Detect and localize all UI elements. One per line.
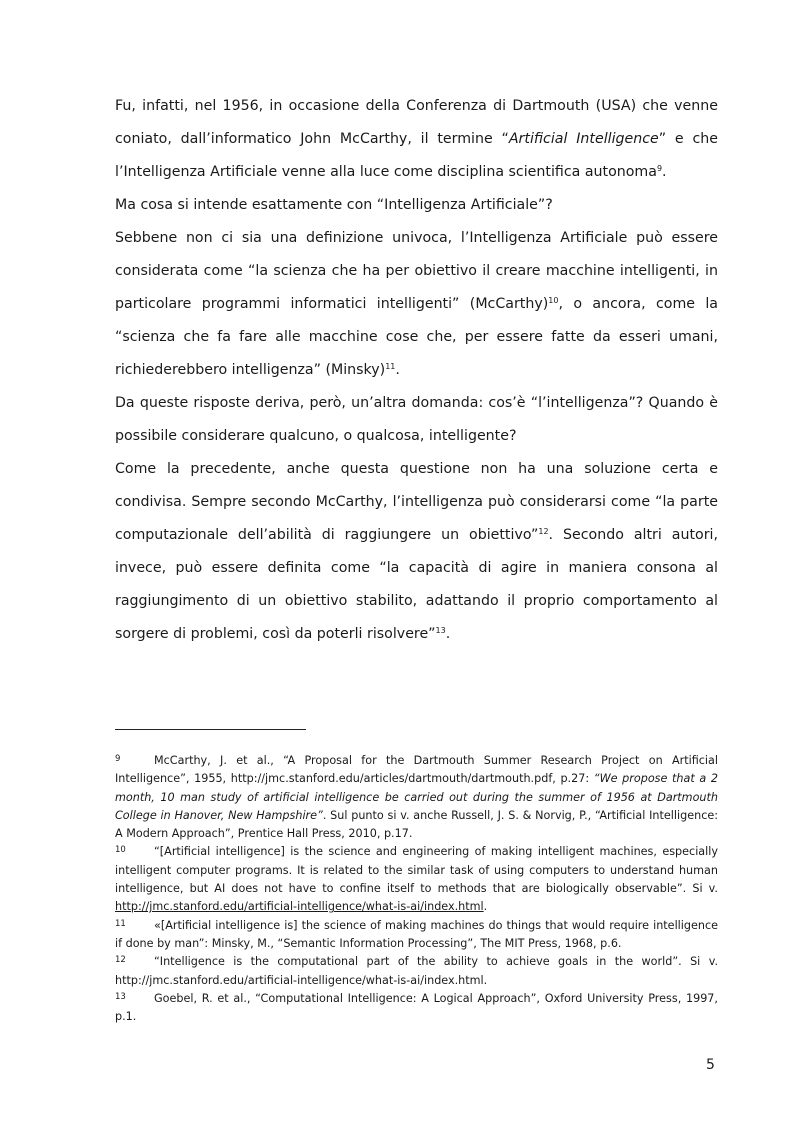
- text-run: . Secondo altri autori, invece, può essere definita come “la capacità di agire in maniera consona al raggiungimento di un obiettivo stabilito, adattando il proprio comportamento al sorgere di problemi, così da poterli risolvere”: [115, 527, 718, 642]
- footnote-text: .: [483, 900, 488, 914]
- text-run: Sebbene non ci sia una definizione univoca, l’Intelligenza Artificiale può essere considerata come “la scienza che ha per obiettivo il creare macchine intelligenti, in particolare programmi informatici intelligenti” (McCarthy): [115, 230, 718, 312]
- body-text: [115, 90, 718, 651]
- footnote-ref-12[interactable]: 12: [538, 527, 549, 536]
- footnote-text: «[Artificial intelligence is] the science of making machines do things that would require intelligence if done by man”: Minsky, M., “Semantic Information Processing”, The MIT Press, 1968, p.6.: [115, 918, 718, 950]
- paragraph-5: [115, 453, 718, 651]
- footnote-9: 9 McCarthy, J. et al., “A Proposal for the Dartmouth Summer Research Project on Artificial Intelligence”, 1955, http://jmc.stanford.edu/articles/dartmouth/dartmouth.pdf, p.27: “We propose that a 2 month, 10 man study of artificial intelligence be carried out during the summer of 1956 at Dartmouth College in Hanover, New Hampshire”. Sul punto si v. anche Russell, J. S. & Norvig, P., “Artificial Intelligence: A Modern Approach”, Prentice Hall Press, 2010, p.17.: [115, 754, 718, 841]
- footnote-10: 10 “[Artificial intelligence] is the science and engineering of making intelligent machines, especially intelligent computer programs. It is related to the similar task of using computers to understand human intelligence, but AI does not have to confine itself to methods that are biologically observable”. Si v. http://jmc.stanford.edu/artificial-intelligence/what-is-ai/index.html.: [115, 845, 718, 914]
- paragraph-4: Da queste risposte deriva, però, un’altra domanda: cos’è “l’intelligenza”? Quando è possibile considerare qualcuno, o qualcosa, intelligente?: [115, 395, 718, 444]
- text-run: .: [662, 164, 667, 180]
- text-run: , o ancora, come la “scienza che fa fare alle macchine cose che, per essere fatte da esseri umani, richiederebbero intelligenza” (Minsky): [115, 296, 718, 378]
- text-run: .: [445, 626, 451, 642]
- paragraph-3: [115, 222, 718, 387]
- footnote-separator: [115, 729, 306, 730]
- footnote-ref-9[interactable]: 9: [656, 164, 663, 173]
- footnote-ref-11[interactable]: 11: [385, 362, 396, 371]
- footnote-text: . Sul punto si v. anche Russell, J. S. & Norvig, P., “Artificial Intelligence: A Modern Approach”, Prentice Hall Press, 2010, p.17.: [115, 808, 718, 841]
- italic-term: Artificial Intelligence: [508, 131, 659, 147]
- footnotes: [115, 752, 718, 1026]
- footnote-text: McCarthy, J. et al., “A Proposal for the Dartmouth Summer Research Project on Artificial Intelligence”, 1955, http://jmc.stanford.edu/articles/dartmouth/dartmouth.pdf, p.27:: [115, 754, 718, 786]
- footnote-text: “[Artificial intelligence] is the science and engineering of making intelligent machines, especially intelligent computer programs. It is related to the similar task of using computers to understand human intelligence, but AI does not have to confine itself to methods that are biologically observable”. Si v.: [115, 845, 718, 896]
- footnote-ref-13[interactable]: 13: [435, 626, 446, 635]
- paragraph-2: Ma cosa si intende esattamente con “Intelligenza Artificiale”?: [115, 197, 553, 213]
- text-run: ” e che l’Intelligenza Artificiale venne alla luce come disciplina scientifica autonoma: [115, 131, 718, 180]
- footnote-ref-10[interactable]: 10: [548, 296, 559, 305]
- text-run: Come la precedente, anche questa questione non ha una soluzione certa e condivisa. Sempre secondo McCarthy, l’intelligenza può considerarsi come “la parte computazionale dell’abilità di raggiungere un obiettivo”: [115, 461, 718, 543]
- footnote-link[interactable]: http://jmc.stanford.edu/artificial-intelligence/what-is-ai/index.html: [115, 900, 484, 914]
- page-number: 5: [706, 1057, 715, 1073]
- footnote-13: 13 Goebel, R. et al., “Computational Intelligence: A Logical Approach”, Oxford University Press, 1997, p.1.: [115, 991, 718, 1024]
- text-run: Fu, infatti, nel 1956, in occasione della Conferenza di Dartmouth (USA) che venne coniato, dall’informatico John McCarthy, il termine “: [115, 98, 718, 147]
- paragraph-1: [115, 90, 718, 189]
- footnote-11: 11 «[Artificial intelligence is] the science of making machines do things that would require intelligence if done by man”: Minsky, M., “Semantic Information Processing”, The MIT Press, 1968, p.6.: [115, 918, 718, 950]
- footnote-quote: “We propose that a 2 month, 10 man study of artificial intelligence be carried out during the summer of 1956 at Dartmouth College in Hanover, New Hampshire”: [115, 772, 718, 822]
- footnote-12: 12 “Intelligence is the computational part of the ability to achieve goals in the world”. Si v. http://jmc.stanford.edu/artificial-intelligence/what-is-ai/index.html.: [115, 955, 718, 987]
- footnote-text: “Intelligence is the computational part of the ability to achieve goals in the world”. Si v. http://jmc.stanford.edu/artificial-intelligence/what-is-ai/index.html.: [115, 955, 718, 987]
- text-run: .: [395, 362, 400, 378]
- footnote-text: Goebel, R. et al., “Computational Intelligence: A Logical Approach”, Oxford University Press, 1997, p.1.: [115, 991, 718, 1024]
